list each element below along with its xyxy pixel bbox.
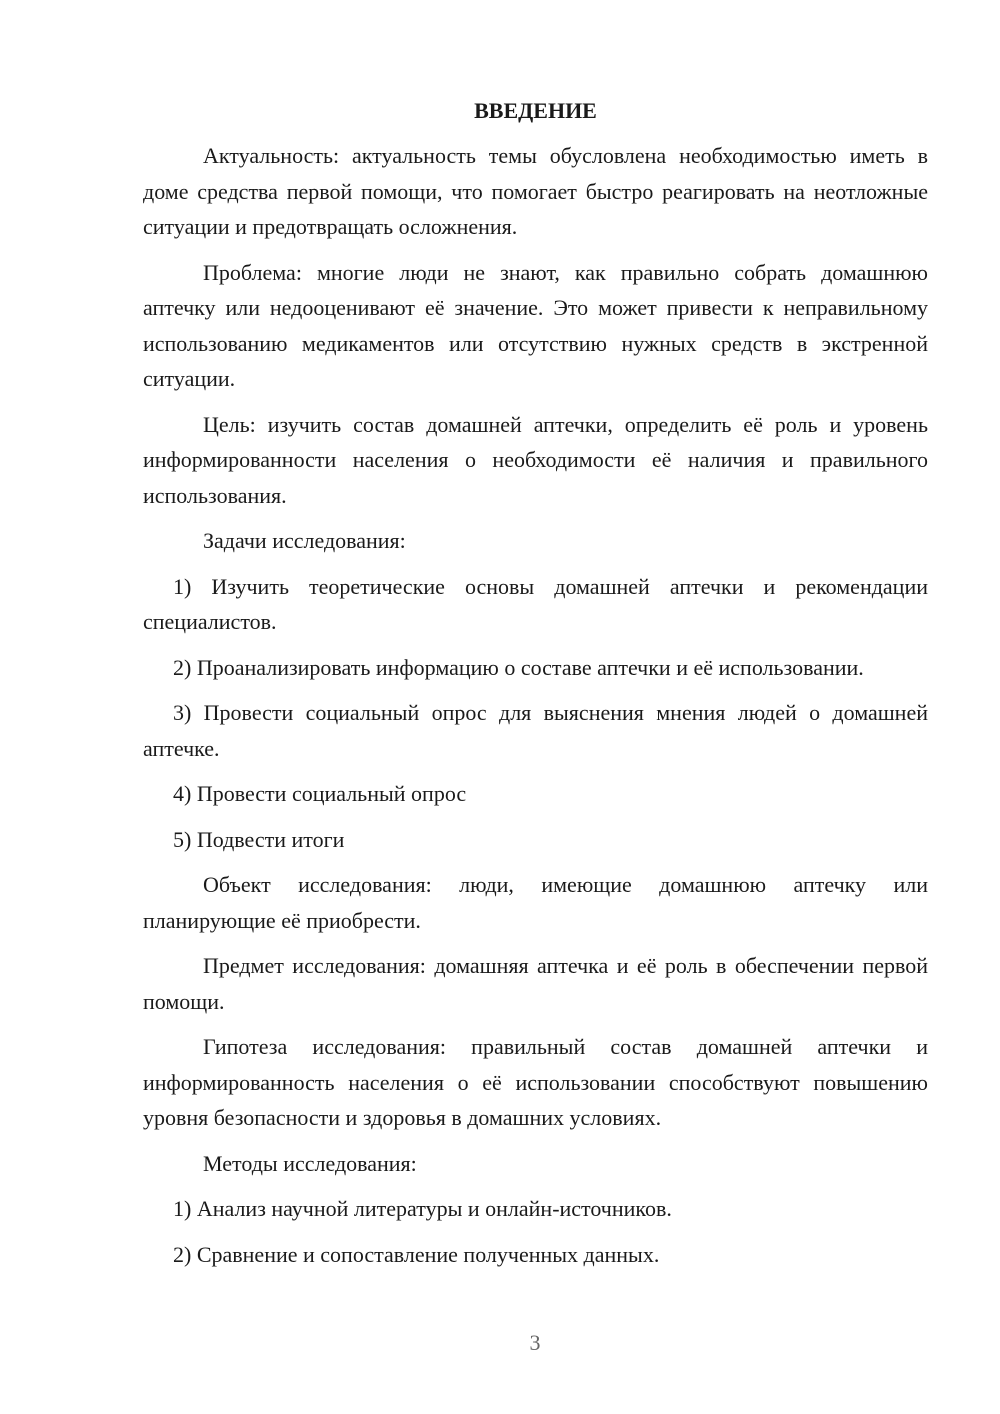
task-item-1: 1) Изучить теоретические основы домашней аптечки и рекомендации специалистов. [143, 573, 928, 634]
paragraph-subject: Предмет исследования: домашняя аптечка и её роль в обеспечении первой помощи. [143, 953, 928, 1014]
method-item-2: 2) Сравнение и сопоставление полученных данных. [173, 1241, 660, 1267]
page-content [143, 93, 928, 1282]
paragraph-tasks-heading: Задачи исследования: [203, 528, 406, 553]
paragraph-object: Объект исследования: люди, имеющие домашнюю аптечку или планирующие её приобрести. [143, 872, 928, 933]
page-number: 3 [529, 1330, 541, 1355]
task-item-5: 5) Подвести итоги [173, 826, 345, 852]
paragraph-hypothesis: Гипотеза исследования: правильный состав домашней аптечки и информированность населения о её использовании способствуют повышению уровня безопасности и здоровья в домашних условиях. [143, 1034, 928, 1130]
paragraph-goal: Цель: изучить состав домашней аптечки, определить её роль и уровень информированности населения о необходимости её наличия и правильного использования. [143, 411, 928, 508]
section-title: ВВЕДЕНИЕ [474, 98, 597, 123]
paragraph-relevance: Актуальность: актуальность темы обусловлена необходимостью иметь в доме средства первой помощи, что помогает быстро реагировать на неотложные ситуации и предотвращать осложнения. [143, 143, 928, 239]
paragraph-methods-heading: Методы исследования: [203, 1150, 417, 1176]
method-item-1: 1) Анализ научной литературы и онлайн-источников. [173, 1196, 672, 1221]
task-item-4: 4) Провести социальный опрос [173, 781, 467, 806]
task-item-2: 2) Проанализировать информацию о составе аптечки и её использовании. [173, 654, 864, 680]
task-item-3: 3) Провести социальный опрос для выяснения мнения людей о домашней аптечке. [143, 700, 928, 761]
paragraph-problem: Проблема: многие люди не знают, как правильно собрать домашнюю аптечку или недооценивают её значение. Это может привести к неправильному использованию медикаментов или отсутствию нужных средств в экстренной ситуации. [143, 259, 928, 391]
